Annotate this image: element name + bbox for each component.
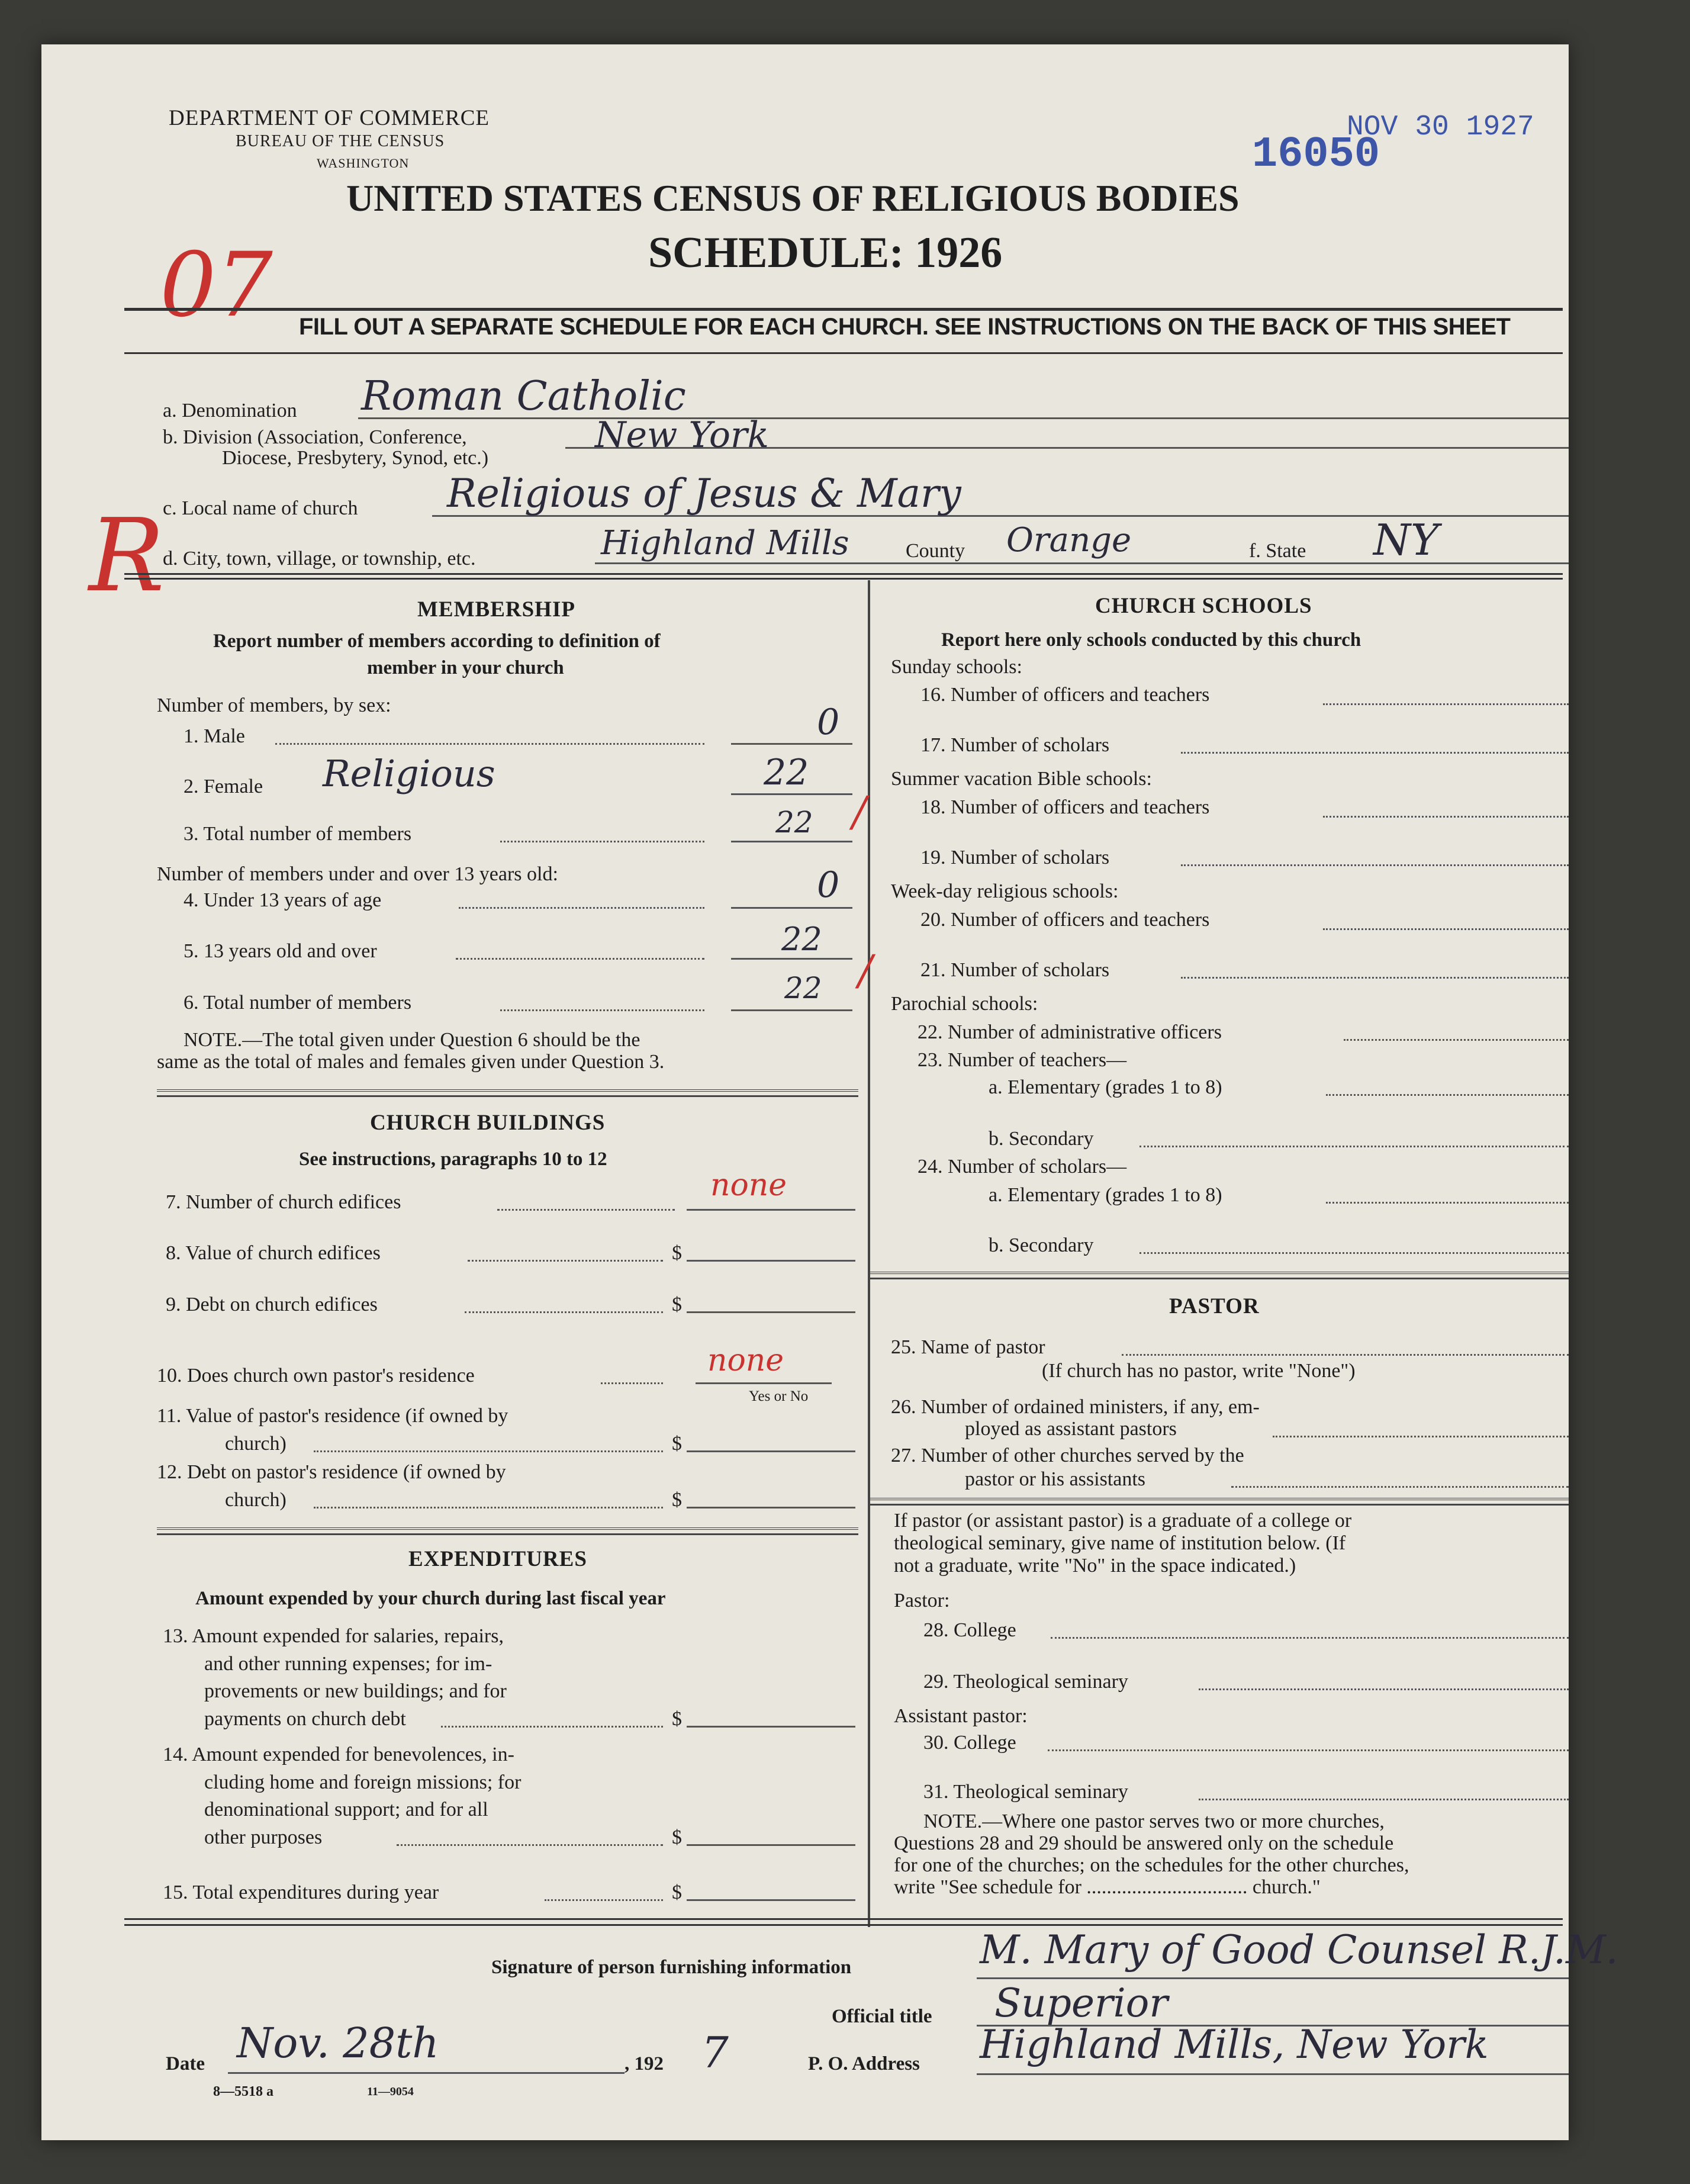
bureau-name: BUREAU OF THE CENSUS xyxy=(236,132,445,150)
q4-under13-label: 4. Under 13 years of age xyxy=(184,889,382,911)
denomination-label: a. Denomination xyxy=(163,400,297,422)
rule-identity-bottom xyxy=(124,573,1563,575)
q16-label: 16. Number of officers and teachers xyxy=(920,684,1210,706)
q27-label: 27. Number of other churches served by the xyxy=(891,1445,1244,1466)
signature-value: M. Mary of Good Counsel R.J.M. xyxy=(980,1927,1618,1973)
graduate-instruction: If pastor (or assistant pastor) is a graduate of a college or xyxy=(894,1510,1352,1532)
q12-dots xyxy=(314,1507,663,1508)
q2-female-value: 22 xyxy=(764,752,809,793)
q5-over13-value: 22 xyxy=(781,921,822,958)
q10-yesno-caption: Yes or No xyxy=(749,1388,809,1404)
q13-label: 13. Amount expended for salaries, repairs, xyxy=(163,1625,504,1647)
q15-answer-line xyxy=(687,1899,855,1901)
q6-total-label: 6. Total number of members xyxy=(184,992,412,1014)
po-address-line xyxy=(977,2073,1569,2075)
q9-answer-line xyxy=(687,1311,855,1313)
parochial-schools-label: Parochial schools: xyxy=(891,993,1038,1015)
denomination-value: Roman Catholic xyxy=(361,373,686,420)
q21-label: 21. Number of scholars xyxy=(920,959,1110,981)
rule-footer xyxy=(124,1918,1563,1920)
q6-dots xyxy=(500,1009,704,1011)
q1-male-label: 1. Male xyxy=(184,725,245,747)
q11-label: 11. Value of pastor's residence (if owned by xyxy=(157,1405,508,1427)
pastor-title: PASTOR xyxy=(1169,1294,1260,1318)
q22-label: 22. Number of administrative officers xyxy=(918,1021,1222,1043)
q1-answer-line xyxy=(731,743,852,745)
q31-dots xyxy=(1199,1799,1569,1800)
membership-intro-2: member in your church xyxy=(367,657,564,678)
date-line xyxy=(228,2072,625,2074)
q4-dots xyxy=(459,907,704,909)
q29-dots xyxy=(1199,1688,1569,1690)
po-address-label: P. O. Address xyxy=(808,2053,920,2074)
q14-label: 14. Amount expended for benevolences, in- xyxy=(163,1744,514,1765)
membership-rule xyxy=(157,1089,858,1097)
q8-dots xyxy=(468,1260,663,1262)
q24b-dots xyxy=(1139,1252,1569,1254)
q4-answer-line xyxy=(731,907,852,909)
q19-label: 19. Number of scholars xyxy=(920,847,1110,869)
form-title: UNITED STATES CENSUS OF RELIGIOUS BODIES xyxy=(346,177,1240,219)
pastor-note-3: for one of the churches; on the schedules for the other churches, xyxy=(894,1854,1409,1876)
schools-sub: Report here only schools conducted by this church xyxy=(941,629,1361,651)
expenditures-title: EXPENDITURES xyxy=(408,1547,587,1571)
pastor-note-2: Questions 28 and 29 should be answered only on the schedule xyxy=(894,1832,1394,1854)
q11-dollar: $ xyxy=(672,1433,682,1455)
schools-rule xyxy=(870,1272,1569,1279)
q26-label-2: ployed as assistant pastors xyxy=(965,1418,1177,1440)
signature-line xyxy=(977,1977,1569,1979)
q14-dollar: $ xyxy=(672,1826,682,1848)
q25-label: 25. Name of pastor xyxy=(891,1336,1045,1358)
q23b-label: b. Secondary xyxy=(989,1128,1094,1150)
buildings-rule xyxy=(157,1527,858,1535)
r-mark: R xyxy=(89,497,165,615)
membership-title: MEMBERSHIP xyxy=(417,597,575,622)
q23a-label: a. Elementary (grades 1 to 8) xyxy=(989,1076,1222,1098)
bureau-city: WASHINGTON xyxy=(317,156,410,171)
q5-over13-label: 5. 13 years old and over xyxy=(184,940,377,962)
q9-dollar: $ xyxy=(672,1294,682,1315)
q6-total-value: 22 xyxy=(784,971,822,1005)
q17-label: 17. Number of scholars xyxy=(920,734,1110,756)
q30-dots xyxy=(1048,1749,1569,1751)
division-label-2: Diocese, Presbytery, Synod, etc.) xyxy=(222,447,489,469)
q8-answer-line xyxy=(687,1260,855,1262)
membership-note-2: same as the total of males and females given under Question 3. xyxy=(157,1051,665,1073)
assistant-pastor-subhead: Assistant pastor: xyxy=(894,1705,1028,1727)
q28-dots xyxy=(1051,1637,1569,1639)
buildings-title: CHURCH BUILDINGS xyxy=(370,1111,606,1135)
q15-dollar: $ xyxy=(672,1881,682,1903)
year-prefix: , 192 xyxy=(625,2053,664,2074)
pastor-rule xyxy=(870,1498,1569,1506)
q3-total-label: 3. Total number of members xyxy=(184,823,412,845)
q13-dots xyxy=(441,1726,663,1728)
q5-answer-line xyxy=(731,958,852,960)
q13-label-3: provements or new buildings; and for xyxy=(204,1680,507,1702)
schedule-title: SCHEDULE: 1926 xyxy=(648,229,1003,277)
sunday-schools-label: Sunday schools: xyxy=(891,656,1022,678)
pastor-note: NOTE.—Where one pastor serves two or more churches, xyxy=(923,1810,1385,1832)
dept-name: DEPARTMENT OF COMMERCE xyxy=(169,106,490,130)
schools-title: CHURCH SCHOOLS xyxy=(1095,594,1312,618)
pastor-note-4: write "See schedule for ................................ church." xyxy=(894,1876,1321,1898)
buildings-sub: See instructions, paragraphs 10 to 12 xyxy=(299,1149,607,1170)
q7-answer-line xyxy=(687,1209,855,1211)
q24b-label: b. Secondary xyxy=(989,1234,1094,1256)
q3-answer-line xyxy=(731,841,852,842)
q12-dollar: $ xyxy=(672,1489,682,1511)
members-by-sex-label: Number of members, by sex: xyxy=(157,694,391,716)
q2-answer-line xyxy=(731,793,852,795)
signature-label: Signature of person furnishing information xyxy=(491,1957,852,1978)
state-value: NY xyxy=(1373,515,1439,565)
q25-dots xyxy=(1122,1354,1569,1356)
q9-dots xyxy=(465,1311,663,1313)
q14-label-3: denominational support; and for all xyxy=(204,1799,488,1820)
q24a-dots xyxy=(1326,1202,1569,1204)
q31-label: 31. Theological seminary xyxy=(923,1781,1128,1803)
q10-label: 10. Does church own pastor's residence xyxy=(157,1365,475,1387)
city-value: Highland Mills xyxy=(601,524,849,562)
q14-label-2: cluding home and foreign missions; for xyxy=(204,1771,522,1793)
graduate-instruction-3: not a graduate, write "No" in the space indicated.) xyxy=(894,1555,1296,1577)
q16-dots xyxy=(1323,703,1569,705)
q13-dollar: $ xyxy=(672,1708,682,1730)
members-by-age-label: Number of members under and over 13 years old: xyxy=(157,863,558,885)
q26-dots xyxy=(1273,1436,1569,1437)
q17-dots xyxy=(1181,752,1569,754)
q27-label-2: pastor or his assistants xyxy=(965,1468,1146,1490)
summer-schools-label: Summer vacation Bible schools: xyxy=(891,768,1152,790)
year-digit: 7 xyxy=(701,2028,729,2077)
column-divider xyxy=(868,580,870,1927)
state-label: f. State xyxy=(1249,540,1306,562)
q12-answer-line xyxy=(687,1507,855,1508)
q13-answer-line xyxy=(687,1726,855,1728)
po-address-value: Highland Mills, New York xyxy=(980,2022,1489,2067)
division-value: New York xyxy=(595,414,769,456)
q22-dots xyxy=(1344,1039,1569,1041)
official-title-value: Superior xyxy=(994,1980,1168,2026)
weekday-schools-label: Week-day religious schools: xyxy=(891,880,1119,902)
q7-label: 7. Number of church edifices xyxy=(166,1191,401,1213)
q7-value: none xyxy=(710,1167,787,1203)
q15-dots xyxy=(545,1899,663,1901)
q10-answer-line xyxy=(696,1382,832,1384)
rule-footer-2 xyxy=(124,1924,1563,1926)
q19-dots xyxy=(1181,864,1569,866)
q23-label: 23. Number of teachers— xyxy=(918,1049,1127,1071)
q20-label: 20. Number of officers and teachers xyxy=(920,909,1210,931)
q13-label-4: payments on church debt xyxy=(204,1708,406,1730)
q6-answer-line xyxy=(731,1009,852,1011)
q18-dots xyxy=(1323,816,1569,818)
city-line xyxy=(595,562,1569,564)
q10-dots xyxy=(601,1382,663,1384)
q13-label-2: and other running expenses; for im- xyxy=(204,1653,492,1675)
q23a-dots xyxy=(1326,1094,1569,1096)
q23b-dots xyxy=(1139,1146,1569,1147)
received-stamp-number: 16050 xyxy=(1252,130,1380,179)
q14-dots xyxy=(397,1844,663,1846)
official-title-label: Official title xyxy=(832,2006,932,2027)
q26-label: 26. Number of ordained ministers, if any, em- xyxy=(891,1396,1260,1418)
q20-dots xyxy=(1323,928,1569,930)
date-label: Date xyxy=(166,2053,205,2074)
city-label: d. City, town, village, or township, etc. xyxy=(163,548,476,570)
q14-label-4: other purposes xyxy=(204,1826,323,1848)
division-label: b. Division (Association, Conference, xyxy=(163,426,467,448)
q2-female-note: Religious xyxy=(323,752,495,795)
q12-label: 12. Debt on pastor's residence (if owned by xyxy=(157,1461,506,1483)
q30-label: 30. College xyxy=(923,1732,1016,1754)
q8-label: 8. Value of church edifices xyxy=(166,1242,381,1264)
q18-label: 18. Number of officers and teachers xyxy=(920,796,1210,818)
rule-top xyxy=(124,308,1563,311)
q5-dots xyxy=(456,958,704,960)
q2-female-label: 2. Female xyxy=(184,776,263,797)
q3-dots xyxy=(500,841,704,842)
expenditures-sub: Amount expended by your church during last fiscal year xyxy=(195,1588,666,1609)
q12-label-2: church) xyxy=(225,1489,287,1511)
print-number: 11—9054 xyxy=(367,2085,414,2098)
county-value: Orange xyxy=(1006,521,1132,559)
q1-dots xyxy=(275,743,704,745)
rule-instruction xyxy=(124,352,1563,354)
q3-total-value: 22 xyxy=(775,805,813,839)
q7-dots xyxy=(497,1209,675,1211)
q9-label: 9. Debt on church edifices xyxy=(166,1294,378,1315)
local-name-value: Religious of Jesus & Mary xyxy=(447,471,961,516)
q25-note: (If church has no pastor, write "None") xyxy=(1042,1360,1356,1382)
form-number: 8—5518 a xyxy=(213,2084,273,2099)
q15-label: 15. Total expenditures during year xyxy=(163,1881,439,1903)
q29-label: 29. Theological seminary xyxy=(923,1671,1128,1693)
pastor-subhead: Pastor: xyxy=(894,1590,950,1612)
q4-under13-value: 0 xyxy=(817,864,840,906)
q11-dots xyxy=(314,1450,663,1452)
q28-label: 28. College xyxy=(923,1619,1016,1641)
q27-dots xyxy=(1231,1486,1569,1488)
local-name-label: c. Local name of church xyxy=(163,497,358,519)
membership-note: NOTE.—The total given under Question 6 should be the xyxy=(184,1029,640,1051)
q1-male-value: 0 xyxy=(817,702,840,743)
membership-intro: Report number of members according to definition of xyxy=(213,631,661,652)
rule-identity-bottom-2 xyxy=(124,578,1563,580)
date-value: Nov. 28th xyxy=(237,2019,439,2067)
q3-check-mark: / xyxy=(852,787,867,836)
q24a-label: a. Elementary (grades 1 to 8) xyxy=(989,1184,1222,1206)
q14-answer-line xyxy=(687,1844,855,1846)
q8-dollar: $ xyxy=(672,1242,682,1264)
graduate-instruction-2: theological seminary, give name of institution below. (If xyxy=(894,1532,1346,1554)
instruction-banner: FILL OUT A SEPARATE SCHEDULE FOR EACH CHURCH. SEE INSTRUCTIONS ON THE BACK OF THIS SHEET xyxy=(299,314,1511,340)
received-stamp-date: NOV 30 1927 xyxy=(1347,111,1534,143)
q11-answer-line xyxy=(687,1450,855,1452)
q11-label-2: church) xyxy=(225,1433,287,1455)
q21-dots xyxy=(1181,977,1569,979)
county-label: County xyxy=(906,540,965,562)
code-mark: 07 xyxy=(160,234,273,337)
q24-label: 24. Number of scholars— xyxy=(918,1156,1127,1178)
q10-value: none xyxy=(707,1343,784,1378)
q6-check-mark: / xyxy=(858,946,873,995)
